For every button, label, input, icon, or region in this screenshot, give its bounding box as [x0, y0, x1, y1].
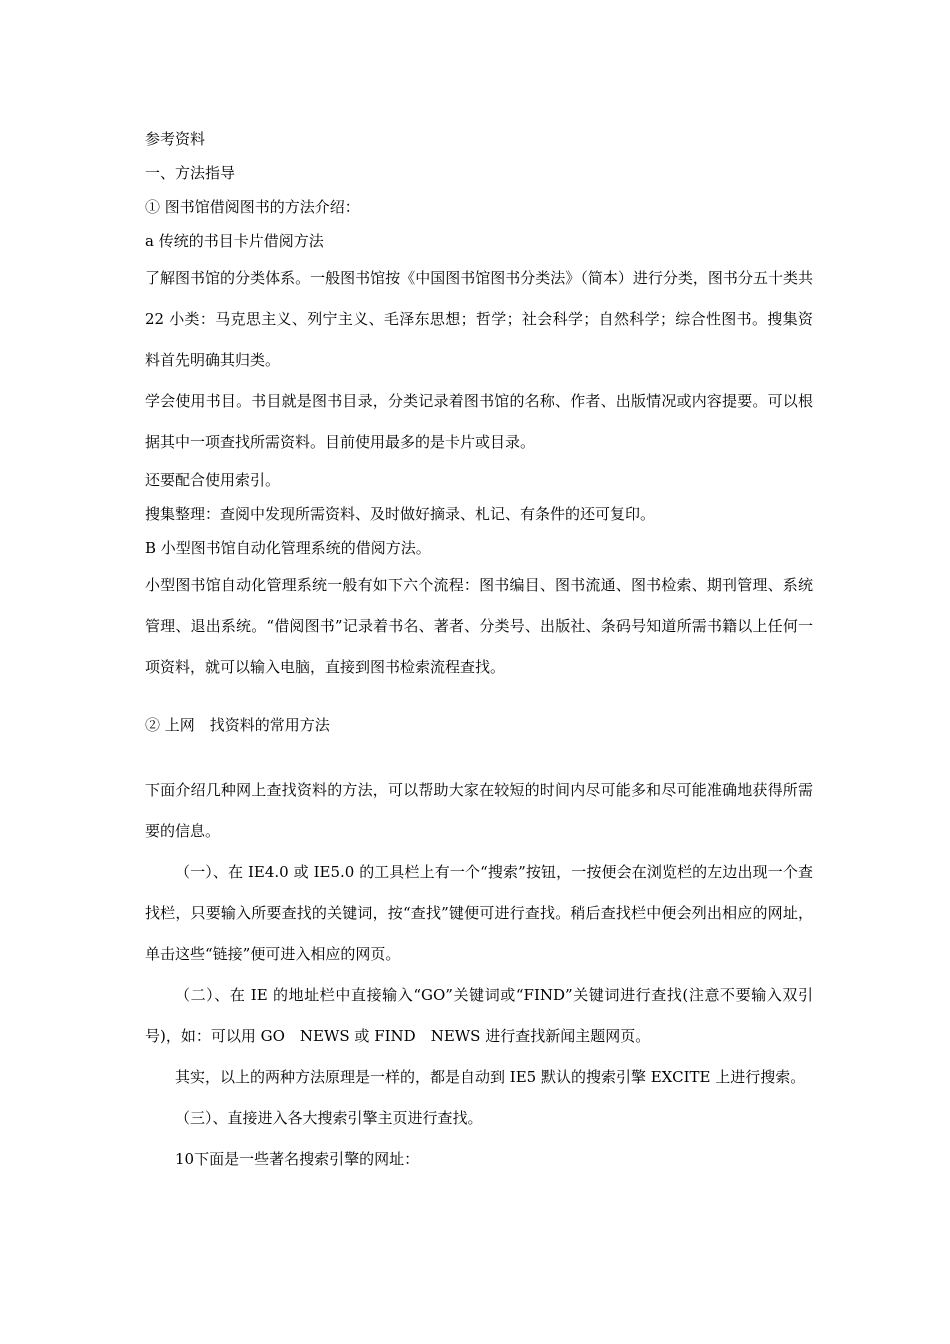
item-heading-automation-system: B 小型图书馆自动化管理系统的借阅方法。 — [145, 539, 431, 557]
section-heading-method-guide: 一、方法指导 — [145, 164, 236, 182]
paragraph-collect-organize: 搜集整理：查阅中发现所需资料、及时做好摘录、札记、有条件的还可复印。 — [145, 505, 656, 523]
item-heading-card-catalog: a 传统的书目卡片借阅方法 — [145, 232, 324, 250]
paragraph-method-note: 其实，以上的两种方法原理是一样的，都是自动到 IE5 默认的搜索引擎 EXCITE 上进行搜索。 — [175, 1068, 806, 1086]
paragraph-search-engine-list-intro: 10下面是一些著名搜索引擎的网址： — [175, 1150, 420, 1168]
document-title: 参考资料 — [145, 130, 206, 148]
paragraph-method-three: （三）、直接进入各大搜索引擎主页进行查找。 — [175, 1109, 483, 1127]
document-body — [145, 122, 813, 1180]
paragraph-using-catalog: 学会使用书目。书目就是图书目录，分类记录着图书馆的名称、作者、出版情况或内容提要。可以根据其中一项查找所需资料。目前使用最多的是卡片或目录。 — [145, 392, 813, 451]
subsection-heading-online-search: ② 上网 找资料的常用方法 — [145, 716, 330, 734]
paragraph-method-one: （一）、在 IE4.0 或 IE5.0 的工具栏上有一个“搜索”按钮，一按便会在浏览栏的左边出现一个查找栏，只要输入所要查找的关键词，按“查找”键便可进行查找。稍后查找栏中便会列出相应的网址，单击这些“链接”便可进入相应的网页。 — [145, 863, 813, 963]
paragraph-method-two: （二）、在 IE 的地址栏中直接输入“GO”关键词或“FIND”关键词进行查找(注意不要输入双引号)，如：可以用 GO NEWS 或 FIND NEWS 进行查找新闻主题网页。 — [145, 986, 813, 1045]
paragraph-automation-workflow: 小型图书馆自动化管理系统一般有如下六个流程：图书编目、图书流通、图书检索、期刊管理、系统管理、退出系统。“借阅图书”记录着书名、著者、分类号、出版社、条码号知道所需书籍以上任何一项资料，就可以输入电脑，直接到图书检索流程查找。 — [145, 576, 813, 676]
paragraph-classification-system: 了解图书馆的分类体系。一般图书馆按《中国图书馆图书分类法》（简本）进行分类，图书分五十类共 22 小类：马克思主义、列宁主义、毛泽东思想；哲学；社会科学；自然科学；综合性图书。搜集资料首先明确其归类。 — [145, 269, 813, 369]
paragraph-online-intro: 下面介绍几种网上查找资料的方法，可以帮助大家在较短的时间内尽可能多和尽可能准确地获得所需要的信息。 — [145, 781, 813, 840]
spacer — [145, 688, 813, 708]
spacer — [145, 742, 813, 770]
paragraph-using-index: 还要配合使用索引。 — [145, 471, 281, 489]
subsection-heading-library: ① 图书馆借阅图书的方法介绍： — [145, 198, 360, 216]
